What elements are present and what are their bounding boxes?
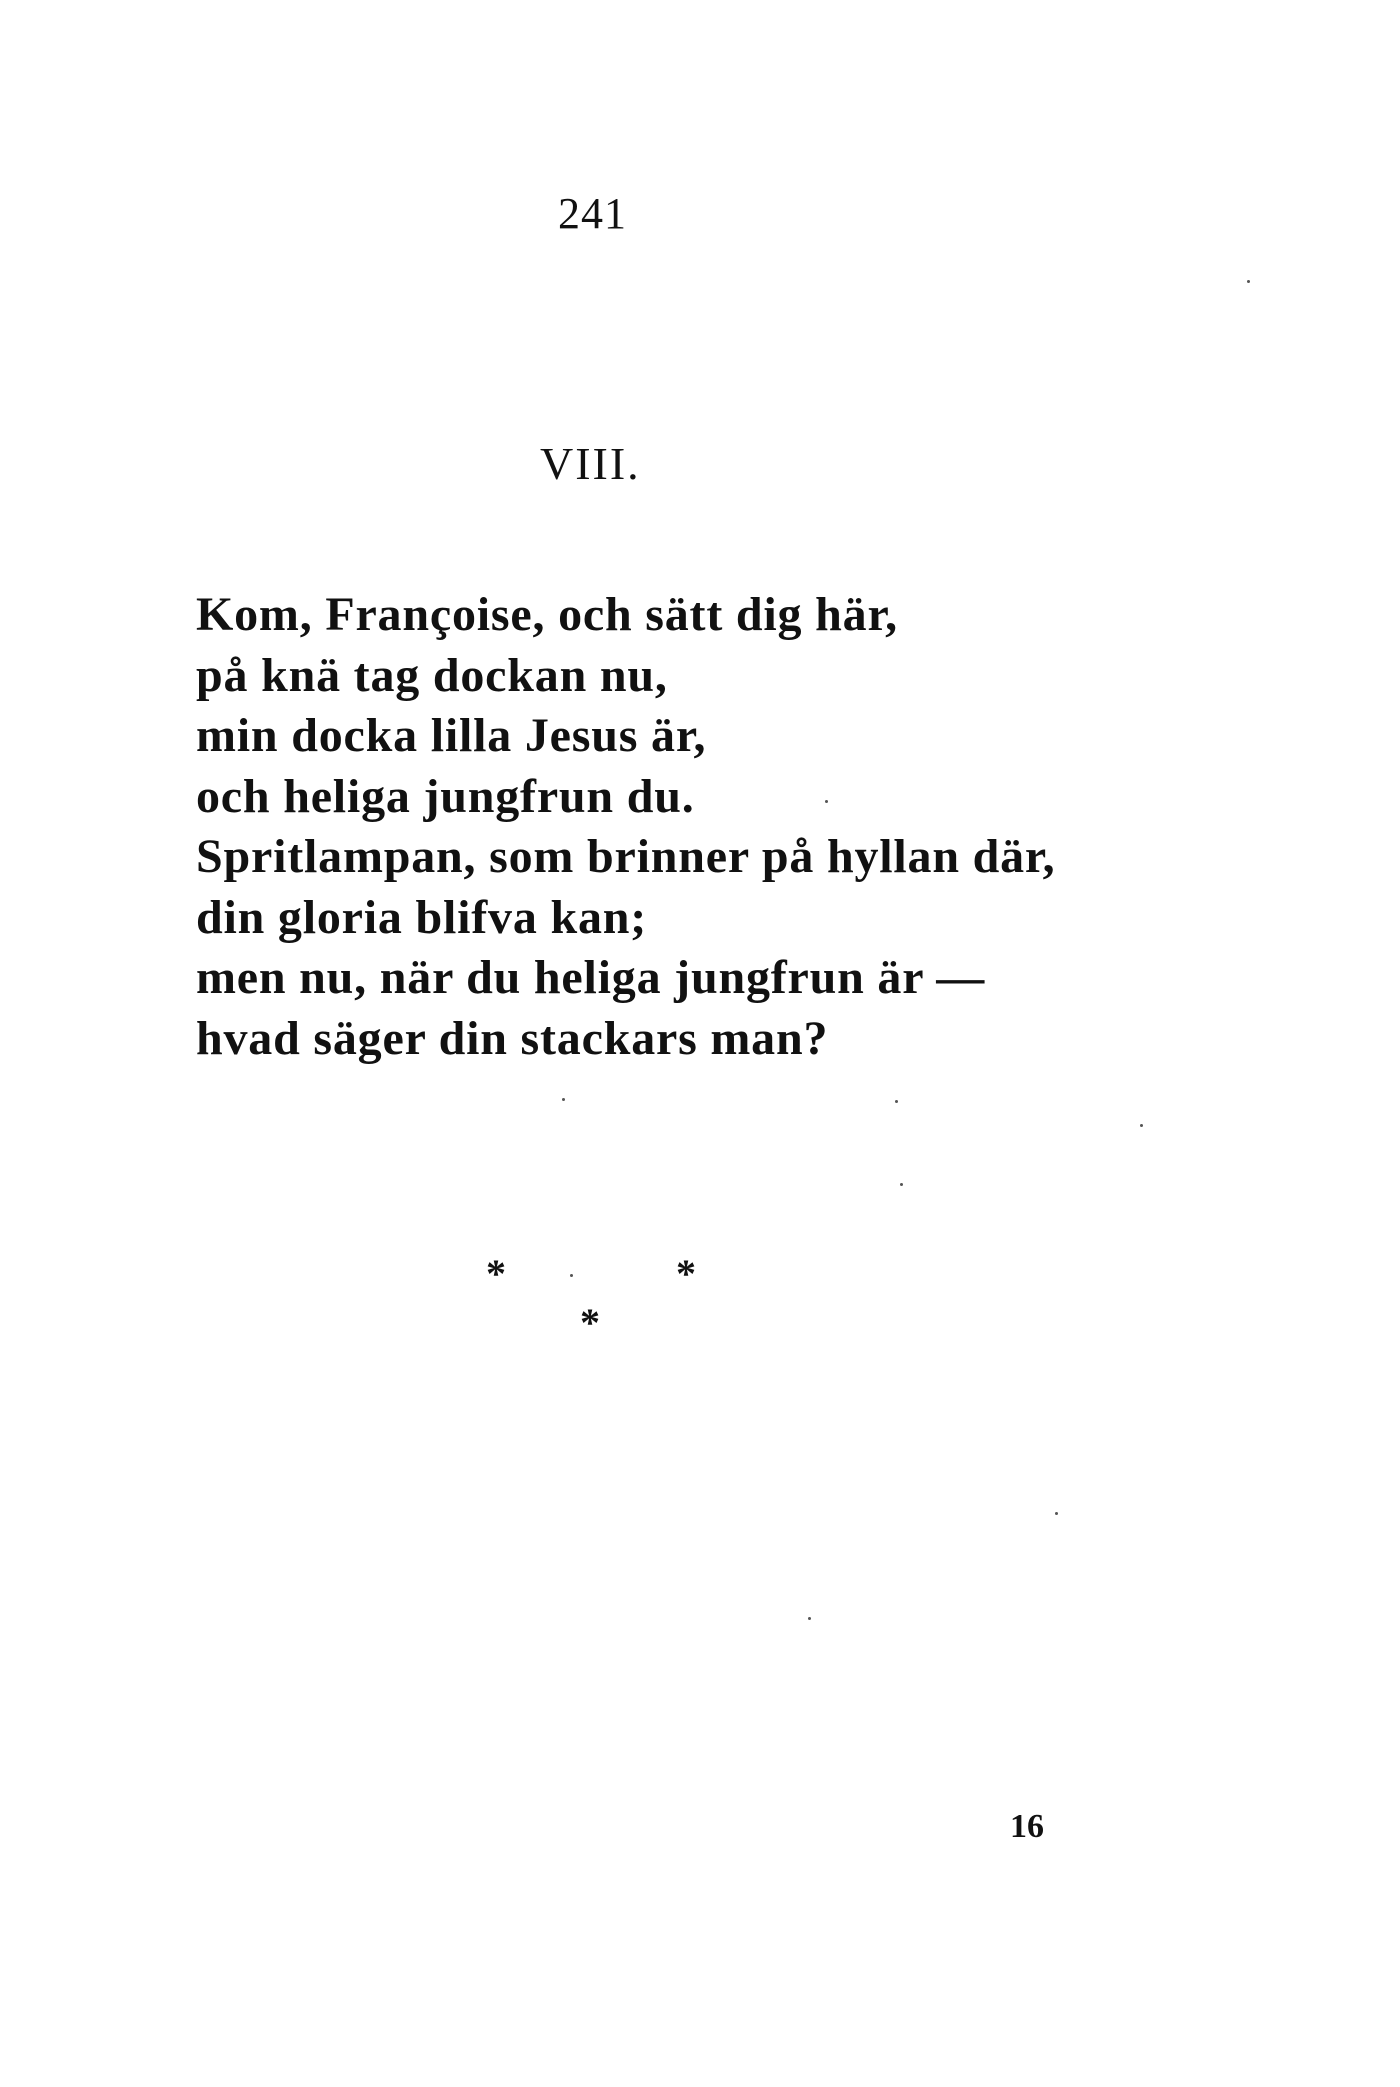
asterism-star-right: * [676, 1251, 696, 1296]
scan-speck [895, 1100, 898, 1103]
scan-speck [570, 1274, 573, 1277]
poem-line: Kom, Françoise, och sätt dig här, [196, 588, 898, 641]
asterism-star-left: * [486, 1251, 506, 1296]
signature-mark: 16 [1010, 1808, 1044, 1845]
poem-line: på knä tag dockan nu, [196, 648, 668, 702]
scan-speck [1140, 1124, 1143, 1127]
asterism-star-bottom: * [580, 1300, 600, 1345]
scan-speck [808, 1617, 811, 1620]
poem-line: din gloria blifva kan; [196, 890, 648, 944]
poem-line: Spritlampan, som brinner på hyllan där, [196, 830, 1056, 883]
page-number: 241 [558, 189, 627, 238]
scan-speck [1247, 280, 1250, 283]
poem-line: men nu, när du heliga jungfrun är — [196, 951, 986, 1004]
scan-speck [825, 800, 828, 803]
poem-line: och heliga jungfrun du. [196, 769, 695, 823]
scan-speck [900, 1183, 903, 1186]
scan-speck [1055, 1512, 1058, 1515]
section-heading: VIII. [540, 438, 641, 489]
poem [196, 585, 1055, 1069]
poem-line: min docka lilla Jesus är, [196, 709, 707, 762]
poem-line: hvad säger din stackars man? [196, 1011, 829, 1065]
scan-speck [562, 1098, 565, 1101]
